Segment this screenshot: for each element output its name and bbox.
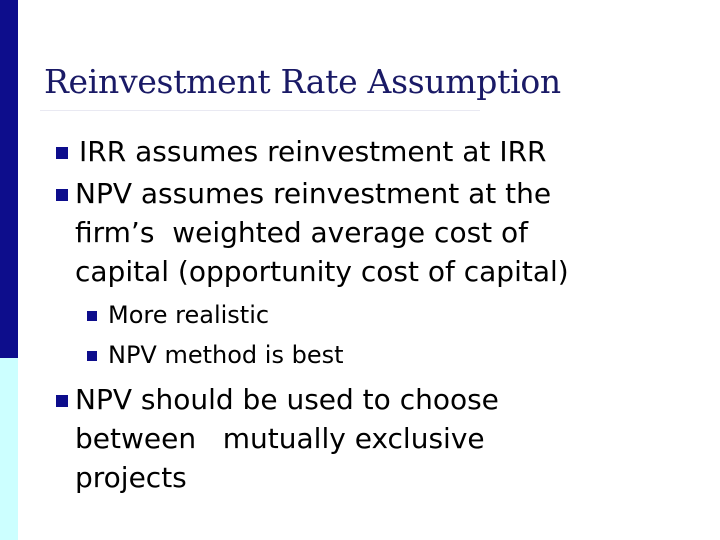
bullet-text: NPV assumes reinvestment at the xyxy=(75,177,552,210)
bullet-text: between mutually exclusive xyxy=(75,422,485,455)
bullet-text: IRR assumes reinvestment at IRR xyxy=(79,135,547,168)
left-accent-bar xyxy=(0,0,18,358)
slide-title: Reinvestment Rate Assumption xyxy=(44,62,561,101)
square-bullet-icon xyxy=(87,351,97,361)
square-bullet-icon xyxy=(56,189,68,201)
square-bullet-icon xyxy=(56,147,68,159)
bullet-text: capital (opportunity cost of capital) xyxy=(75,255,569,288)
bullet-text: firm’s weighted average cost of xyxy=(75,216,529,249)
bullet-text: NPV should be used to choose xyxy=(75,383,499,416)
square-bullet-icon xyxy=(56,395,68,407)
title-divider xyxy=(40,110,480,111)
sub-bullet-text: NPV method is best xyxy=(108,341,344,369)
left-accent-bar-light xyxy=(0,358,18,540)
bullet-text: projects xyxy=(75,461,187,494)
sub-bullet-text: More realistic xyxy=(108,301,270,329)
square-bullet-icon xyxy=(87,311,97,321)
